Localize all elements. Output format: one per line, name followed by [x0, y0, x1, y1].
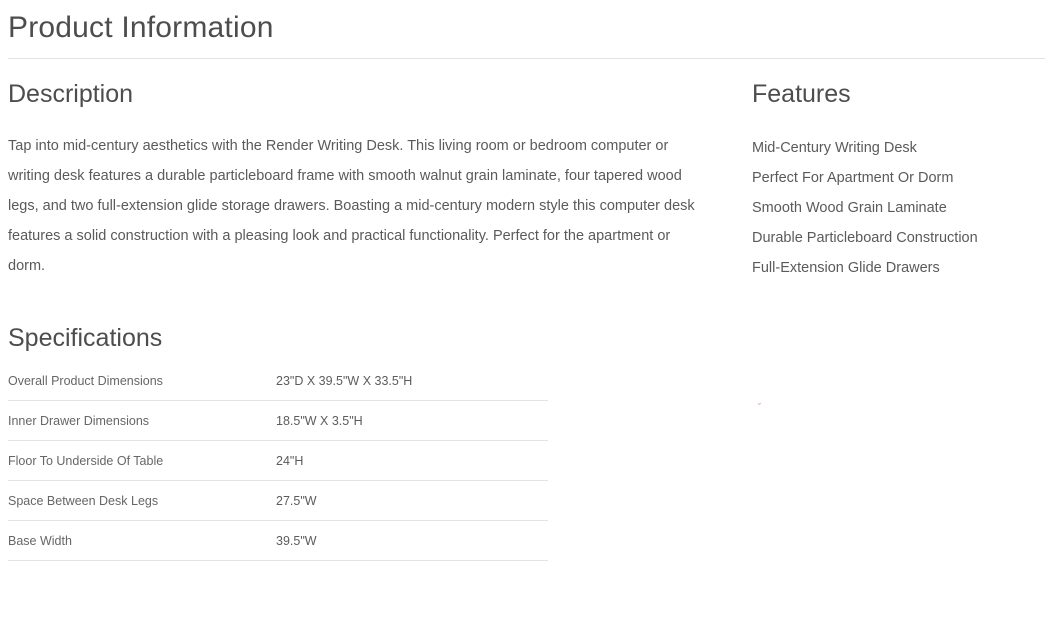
spec-value: 24"H	[276, 454, 304, 468]
table-row	[8, 521, 548, 561]
spec-label: Floor To Underside Of Table	[8, 454, 164, 468]
table-row	[8, 361, 548, 401]
page-title: Product Information	[8, 0, 1045, 59]
stray-mark: ˇ	[758, 402, 761, 412]
spec-label: Inner Drawer Dimensions	[8, 414, 150, 428]
table-row	[8, 481, 548, 521]
right-column	[720, 79, 1045, 283]
specifications-heading: Specifications	[8, 324, 163, 352]
content-columns	[8, 79, 1045, 561]
spec-label: Space Between Desk Legs	[8, 494, 159, 508]
spec-value: 23"D X 39.5"W X 33.5"H	[276, 374, 413, 388]
specifications-table	[8, 361, 548, 561]
list-item: Smooth Wood Grain Laminate	[752, 200, 947, 216]
description-body: Tap into mid-century aesthetics with the Render Writing Desk. This living room or bedroom computer or writing desk features a durable particleboard frame with smooth walnut grain laminate, four tapered wood legs, and two full-extension glide storage drawers. Boasting a mid-century modern style this computer desk features a solid construction with a pleasing look and practical functionality. Perfect for the apartment or dorm.	[8, 138, 695, 274]
left-column	[8, 79, 720, 561]
spec-value: 39.5"W	[276, 534, 317, 548]
description-heading: Description	[8, 80, 134, 108]
spec-label: Overall Product Dimensions	[8, 374, 163, 388]
list-item: Mid-Century Writing Desk	[752, 140, 917, 156]
list-item: Durable Particleboard Construction	[752, 230, 978, 246]
features-list	[752, 133, 1045, 283]
spec-value: 27.5"W	[276, 494, 317, 508]
list-item: Perfect For Apartment Or Dorm	[752, 170, 954, 186]
table-row	[8, 401, 548, 441]
list-item: Full-Extension Glide Drawers	[752, 260, 940, 276]
features-heading: Features	[752, 80, 851, 108]
spec-value: 18.5"W X 3.5"H	[276, 414, 363, 428]
table-row	[8, 441, 548, 481]
spec-label: Base Width	[8, 534, 72, 548]
